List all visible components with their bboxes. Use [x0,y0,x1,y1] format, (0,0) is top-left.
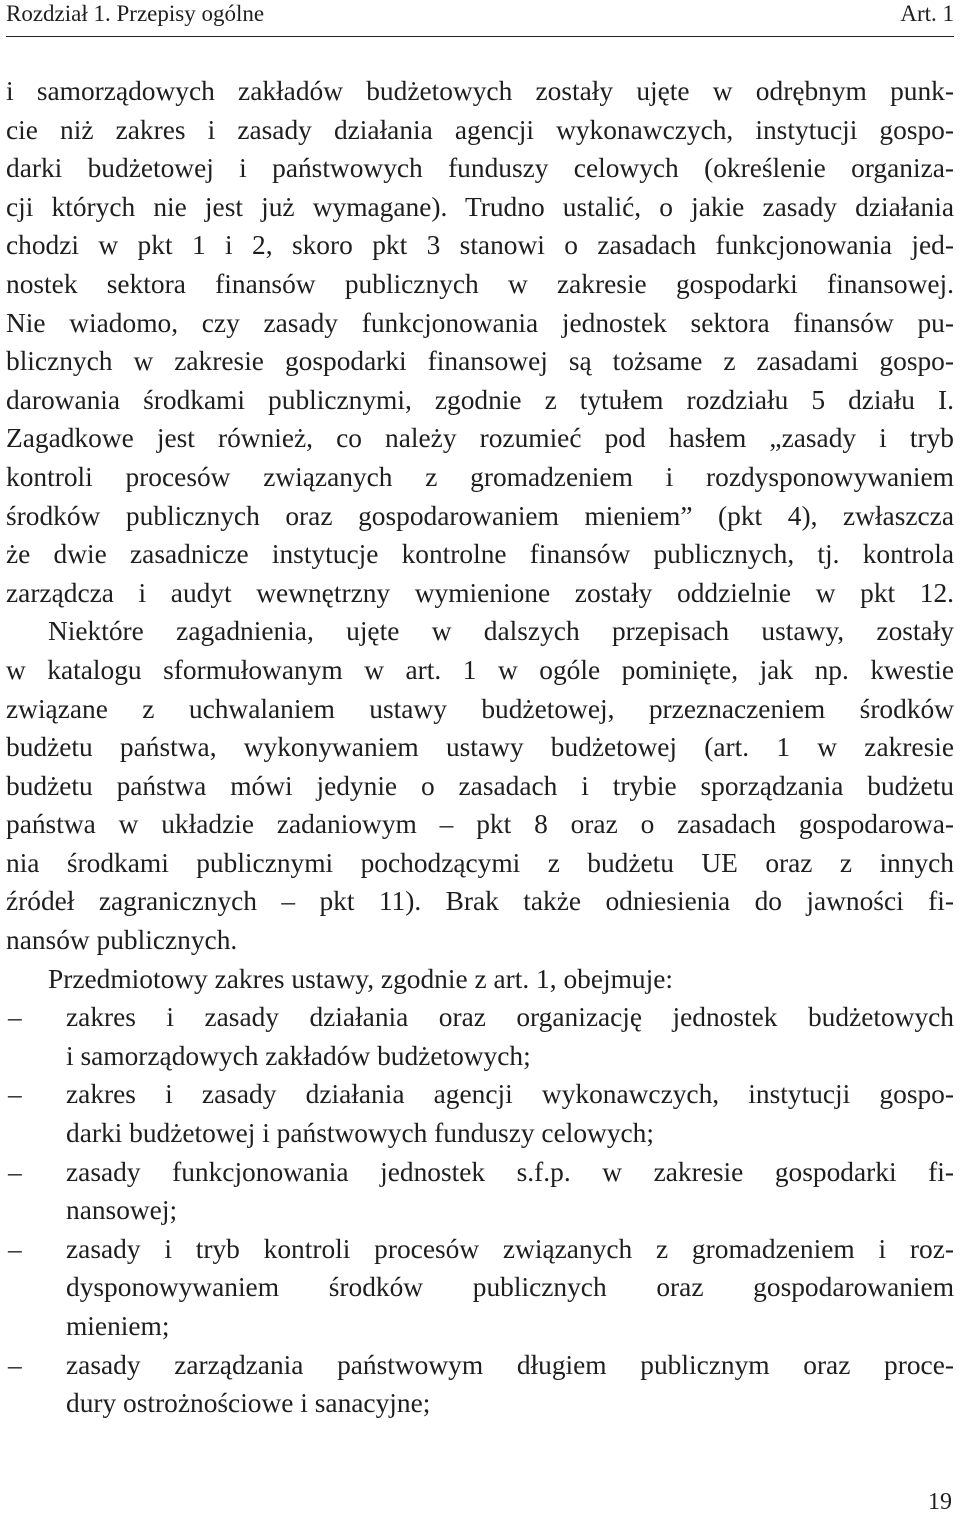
list-item-text: zasady i tryb kontroli procesów związanych z gromadzeniem i roz- [66,1233,954,1264]
text-line: cji których nie jest już wymagane). Trudno ustalić, o jakie zasady działania [6,191,954,222]
list-item-continuation [6,1307,954,1346]
text-line: Nie wiadomo, czy zasady funkcjonowania jednostek sektora finansów pu- [6,307,954,338]
list-item-continuation [6,1037,954,1076]
list-item-continuation [6,1191,954,1230]
list-item [6,1230,954,1269]
page-number: 19 [928,1489,952,1515]
text-line: budżetu państwa mówi jedynie o zasadach i trybie sporządzania budżetu [6,770,954,801]
list-item-text: zasady zarządzania państwowym długiem publicznym oraz proce- [66,1349,954,1380]
text-line: i samorządowych zakładów budżetowych zostały ujęte w odrębnym punk- [6,76,954,106]
article-label: Art. 1 [900,1,954,26]
list-item-continuation [6,1384,954,1423]
list-item-text: zakres i zasady działania oraz organizację jednostek budżetowych [66,1002,954,1033]
list-item [6,1075,954,1114]
bullet-dash: – [8,1233,22,1264]
text-line: nostek sektora finansów publicznych w zakresie gospodarki finansowej. [6,268,954,299]
text-line: blicznych w zakresie gospodarki finansowej są tożsame z zasadami gospo- [6,346,954,377]
list-item-continuation [6,1114,954,1153]
text-line: darki budżetowej i państwowych funduszy celowych (określenie organiza- [6,153,954,184]
list-item-text: zakres i zasady działania agencji wykonawczych, instytucji gospo- [66,1079,954,1110]
text-line: kontroli procesów związanych z gromadzeniem i rozdysponowywaniem [6,461,954,492]
text-line: Zagadkowe jest również, co należy rozumieć pod hasłem „zasady i tryb [6,423,954,454]
list-item-text: dury ostrożnościowe i sanacyjne; [66,1388,431,1419]
list-item [6,1346,954,1385]
page-body [6,72,954,1423]
bullet-dash: – [8,1156,22,1187]
text-line: Przedmiotowy zakres ustawy, zgodnie z art. 1, obejmuje: [48,963,673,994]
text-line: nia środkami publicznymi pochodzącymi z budżetu UE oraz z innych [6,847,954,878]
text-line: zarządcza i audyt wewnętrzny wymienione zostały oddzielnie w pkt 12. [6,577,954,608]
list-item-text: darki budżetowej i państwowych funduszy celowych; [66,1118,654,1149]
text-line: związane z uchwalaniem ustawy budżetowej, przeznaczeniem środków [6,693,954,724]
list-item-text: mieniem; [66,1311,170,1341]
text-line: źródeł zagranicznych – pkt 11). Brak także odniesienia do jawności fi- [6,886,954,917]
bullet-dash: – [8,1349,22,1380]
text-line: nansów publicznych. [6,925,238,956]
list-item-text: nansowej; [66,1195,178,1226]
text-line: w katalogu sformułowanym w art. 1 w ogóle pominięte, jak np. kwestie [6,654,954,685]
text-line: środków publicznych oraz gospodarowaniem mieniem” (pkt 4), zwłaszcza [6,500,954,531]
list-item [6,1153,954,1192]
text-line: że dwie zasadnicze instytucje kontrolne finansów publicznych, tj. kontrola [6,539,954,570]
running-header [6,0,954,37]
bullet-dash: – [8,1079,22,1110]
text-line: chodzi w pkt 1 i 2, skoro pkt 3 stanowi o zasadach funkcjonowania jed- [6,230,954,261]
list-item [6,998,954,1037]
list-item-continuation [6,1268,954,1307]
text-line: Niektóre zagadnienia, ujęte w dalszych przepisach ustawy, zostały [48,616,954,647]
bullet-dash: – [8,1002,22,1033]
list-item-text: i samorządowych zakładów budżetowych; [66,1040,531,1071]
list-item-text: dysponowywaniem środków publicznych oraz gospodarowaniem [66,1272,954,1303]
text-line: darowania środkami publicznymi, zgodnie z tytułem rozdziału 5 działu I. [6,384,954,415]
list-item-text: zasady funkcjonowania jednostek s.f.p. w zakresie gospodarki fi- [66,1156,954,1187]
chapter-title: Rozdział 1. Przepisy ogólne [6,1,265,26]
text-line: państwa w układzie zadaniowym – pkt 8 oraz o zasadach gospodarowa- [6,809,954,840]
text-line: cie niż zakres i zasady działania agencji wykonawczych, instytucji gospo- [6,114,954,145]
text-line: budżetu państwa, wykonywaniem ustawy budżetowej (art. 1 w zakresie [6,732,954,763]
